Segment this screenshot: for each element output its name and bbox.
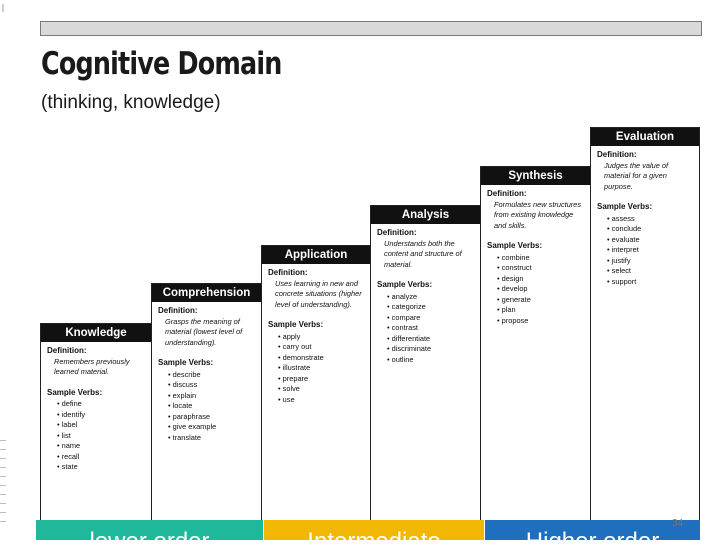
step-title: Synthesis bbox=[481, 167, 590, 185]
step-body bbox=[152, 302, 261, 443]
step-title: Application bbox=[262, 246, 370, 264]
verb-item: • discriminate bbox=[387, 344, 475, 355]
step-body bbox=[262, 264, 370, 405]
step-title: Knowledge bbox=[41, 324, 151, 342]
verb-item: • differentiate bbox=[387, 334, 475, 345]
sample-verbs-label: Sample Verbs: bbox=[268, 320, 324, 329]
step-body bbox=[41, 342, 151, 473]
verb-item: • propose bbox=[497, 316, 585, 327]
sample-verbs-list bbox=[268, 332, 365, 406]
definition-text: Judges the value of material for a given purpose. bbox=[604, 160, 669, 191]
verb-item: • apply bbox=[278, 332, 365, 343]
verb-item: • state bbox=[57, 462, 146, 473]
sample-verbs-list bbox=[158, 370, 256, 444]
step-application bbox=[261, 245, 371, 520]
step-title: Evaluation bbox=[591, 128, 699, 146]
step-title: Analysis bbox=[371, 206, 480, 224]
step-knowledge bbox=[40, 323, 152, 520]
verb-item: • name bbox=[57, 441, 146, 452]
page-title: Cognitive Domain bbox=[41, 46, 282, 82]
verb-item: • select bbox=[607, 266, 694, 277]
verb-item: • solve bbox=[278, 384, 365, 395]
definition-text: Remembers previously learned material. bbox=[54, 356, 130, 376]
definition-label: Definition: bbox=[597, 150, 637, 159]
verb-item: • demonstrate bbox=[278, 353, 365, 364]
band-lower-order bbox=[36, 520, 263, 555]
page-number: 34 bbox=[672, 518, 684, 529]
verb-item: • combine bbox=[497, 253, 585, 264]
verb-item: • carry out bbox=[278, 342, 365, 353]
verb-item: • explain bbox=[168, 391, 256, 402]
verb-item: • compare bbox=[387, 313, 475, 324]
sample-verbs-list bbox=[597, 214, 694, 288]
definition-text: Understands both the content and structure of material. bbox=[384, 238, 462, 269]
left-edge-ticks bbox=[0, 440, 6, 530]
sample-verbs-list bbox=[487, 253, 585, 327]
verb-item: • define bbox=[57, 399, 146, 410]
verb-item: • interpret bbox=[607, 245, 694, 256]
sample-verbs-list bbox=[377, 292, 475, 366]
band-label: Higher order bbox=[525, 528, 660, 555]
definition-label: Definition: bbox=[158, 306, 198, 315]
sample-verbs-label: Sample Verbs: bbox=[47, 387, 103, 397]
band-label: Intermediate bbox=[307, 528, 441, 555]
verb-item: • support bbox=[607, 277, 694, 288]
verb-item: • design bbox=[497, 274, 585, 285]
definition-label: Definition: bbox=[377, 228, 417, 237]
definition-label: Definition: bbox=[487, 189, 527, 198]
verb-item: • develop bbox=[497, 284, 585, 295]
verb-item: • analyze bbox=[387, 292, 475, 303]
verb-item: • conclude bbox=[607, 224, 694, 235]
band-intermediate bbox=[264, 520, 484, 555]
verb-item: • generate bbox=[497, 295, 585, 306]
definition-label: Definition: bbox=[268, 268, 308, 277]
verb-item: • locate bbox=[168, 401, 256, 412]
definition-text: Grasps the meaning of material (lowest level of understanding). bbox=[165, 316, 243, 347]
verb-item: • categorize bbox=[387, 302, 475, 313]
step-analysis bbox=[370, 205, 481, 520]
band-higher-order bbox=[485, 520, 700, 555]
corner-mark bbox=[2, 4, 4, 12]
verb-item: • outline bbox=[387, 355, 475, 366]
verb-item: • plan bbox=[497, 305, 585, 316]
sample-verbs-list bbox=[47, 399, 146, 473]
sample-verbs-label: Sample Verbs: bbox=[487, 241, 543, 250]
verb-item: • construct bbox=[497, 263, 585, 274]
verb-item: • evaluate bbox=[607, 235, 694, 246]
verb-item: • give example bbox=[168, 422, 256, 433]
sample-verbs-label: Sample Verbs: bbox=[597, 202, 653, 211]
band-label: lower order bbox=[89, 528, 210, 555]
verb-item: • translate bbox=[168, 433, 256, 444]
step-synthesis bbox=[480, 166, 591, 520]
step-body bbox=[371, 224, 480, 365]
slide-top-frame bbox=[40, 21, 702, 36]
step-body bbox=[481, 185, 590, 326]
verb-item: • illustrate bbox=[278, 363, 365, 374]
sample-verbs-label: Sample Verbs: bbox=[377, 280, 433, 289]
definition-text: Uses learning in new and concrete situations (higher level of understanding). bbox=[275, 278, 362, 309]
step-evaluation bbox=[590, 127, 700, 520]
sample-verbs-label: Sample Verbs: bbox=[158, 358, 214, 367]
step-body bbox=[591, 146, 699, 287]
definition-label: Definition: bbox=[47, 346, 87, 355]
page-subtitle: (thinking, knowledge) bbox=[41, 92, 221, 113]
step-comprehension bbox=[151, 283, 262, 520]
verb-item: • contrast bbox=[387, 323, 475, 334]
verb-item: • assess bbox=[607, 214, 694, 225]
verb-item: • label bbox=[57, 420, 146, 431]
verb-item: • identify bbox=[57, 410, 146, 421]
verb-item: • recall bbox=[57, 452, 146, 463]
verb-item: • list bbox=[57, 431, 146, 442]
verb-item: • discuss bbox=[168, 380, 256, 391]
step-title: Comprehension bbox=[152, 284, 261, 302]
verb-item: • prepare bbox=[278, 374, 365, 385]
verb-item: • use bbox=[278, 395, 365, 406]
verb-item: • justify bbox=[607, 256, 694, 267]
verb-item: • paraphrase bbox=[168, 412, 256, 423]
verb-item: • describe bbox=[168, 370, 256, 381]
definition-text: Formulates new structures from existing knowledge and skills. bbox=[494, 199, 582, 230]
